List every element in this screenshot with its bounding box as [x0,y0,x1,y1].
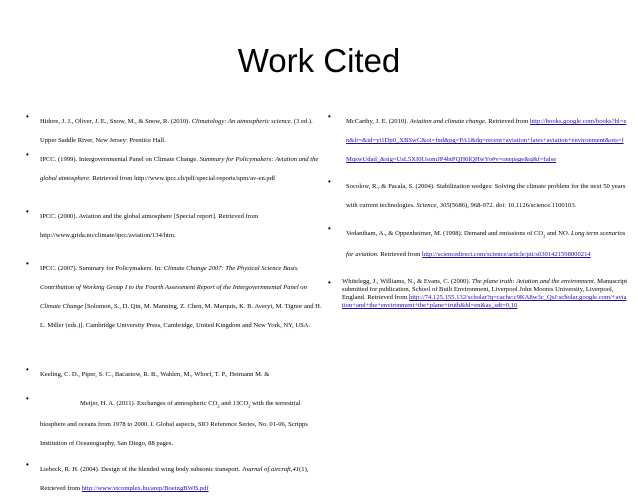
reference-item: • Vedantham, A., & Oppenheimer, M. (1998). Demand and emissions of $CO_2$ and NO. Long term scenarios for aviation. Retrieved from http://sciencedirect.com/science/article/pii/s0301421598000214 [328,224,626,259]
bullet: • [26,365,29,374]
reference-link[interactable]: http://www.vtcomplex.hu/arep/BoeingBWB.pdf [81,485,209,492]
bullet: • [328,278,331,287]
bullet: • [328,177,331,186]
reference-item: • Whitelegg, J., Williams, N., & Evans, C. (2000). The plane truth: Aviation and the environment. Manuscript submitted for publication, School of Built Environment, Liverpool John Moores University, Liverpool, England. Retrieved from http://74.125.155.132/scholar?q=cache:c9KA8w3c_QsJ:scholar.google.com/+aviation+and+the+environment+the+plane+truth&hl=en&as_sdt=0,10 [328,278,628,309]
bullet: • [26,207,29,216]
reference-item: • IPCC. (2007). Summary for Policymakers. In: Climate Change 2007: The Physical Science Basis. Contribution of Working Group I to the Fourth Assessment Report of the Intergovernmental Panel on Climate Change [Solomon, S., D. Qin, M. Manning, Z. Chen, M. Marquis, K. B. Averyt, M. Tignor and H. L. Miller (eds.)]. Cambridge University Press, Cambridge, United Kingdom and New York, NY, USA. [26,259,322,329]
bullet: • [26,150,29,159]
reference-item: • IPCC. (1999). Intergovernmental Panel on Climate Change. Summary for Policymakers: Aviation and the global atmosphere. Retrieved from http://www.ipcc.ch/pdf/special-reports/spm/av-en.pdf [26,150,319,182]
bullet: • [26,460,29,469]
reference-item: • McCarthy, J. E. (2010). Aviation and climate change. Retrieved from http://books.google.com/books?hl=en&lr=&id=yi1Dp0_XBSwC&oi=fnd&pg=PA1&dq=recent+aviation+laws+aviation+environment&ots=fMqswUdad_&sig=UsL5XI0UsomJP4btPQH0lQHwYo#v=onepage&q&f=false [328,112,627,163]
bullet: • [26,259,29,268]
reference-link[interactable]: http://books.google.com/books?hl=en&lr=&id=yi1Dp0_XBSwC&oi=fnd&pg=PA1&dq=recent+aviation+laws+aviation+environment&ots=fMqswUdad_&sig=UsL5XI0UsomJP4btPQH0lQHwYo#v=onepage&q&f=false [346,118,627,163]
bullet: • [328,224,331,233]
reference-item: • Socolow, R., & Pacala, S. (2004). Stabilization wedges: Solving the climate problem for the next 50 years with current technologies. Science, 305(5686), 968-972. doi: 10.1126/science.1100103. [328,177,626,209]
reference-link[interactable]: http://sciencedirect.com/science/article/pii/s0301421598000214 [422,251,591,259]
reference-item: • Hidore, J. J., Oliver, J. E., Snow, M., & Snow, R. (2010). Climatology: An atmospheric science. (3 ed.). Upper Saddle River, New Jersey: Prentice Hall. [26,112,313,144]
reference-item: • Liebeck, R. H. (2004). Design of the blended wing body subsonic transport. Journal of aircraft,41(1), Retrieved from http://www.vtcomplex.hu/arep/BoeingBWB.pdf [26,460,309,492]
reference-item: • Meijer, H. A. (2011). Exchanges of atmospheric $CO_2$ and $13CO_2$ with the terrestrial biosphere and oceans from 1978 to 2000. I. Global aspects, SIO Reference Series, No. 01-06, Scripps Institution of Oceanography, San Diego, 88 pages. [26,394,308,448]
page-title: Work Cited [237,42,401,79]
reference-item: • Keeling, C. D., Piper, S. C., Bacastow, R. B., Wahlen, M., Whorf, T. P., Heimann M. & [26,365,270,378]
bullet: • [26,112,29,121]
reference-link[interactable]: http://74.125.155.132/scholar?q=cache:c9KA8w3c_QsJ:scholar.google.com/+aviation+and+the+environment+the+plane+truth&hl=en&as_sdt=0,10 [342,294,627,309]
bullet: • [26,394,29,403]
reference-item: • IPCC. (2000). Aviation and the global atmosphere [Special report]. Retrieved from http://www.grida.no/climate/ipcc/aviation/134/htm. [26,207,259,239]
bullet: • [328,112,331,121]
